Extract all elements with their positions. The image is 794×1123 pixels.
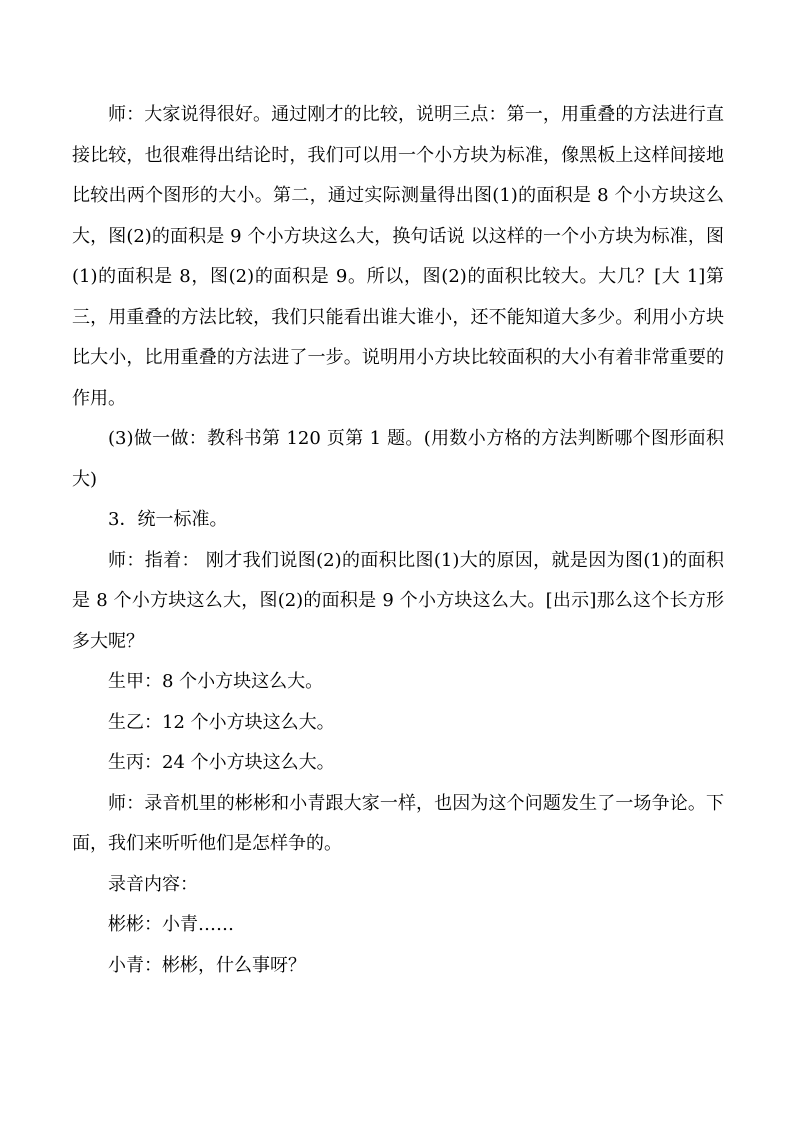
- paragraph-teacher-question: 师：指着： 刚才我们说图(2)的面积比图(1)大的原因，就是因为图(1)的面积是 8 个小方块这么大，图(2)的面积是 9 个小方块这么大。[出示]那么这个长方形多大呢？: [72, 549, 724, 652]
- document-body: [72, 95, 724, 986]
- paragraph-teacher-recording: 师：录音机里的彬彬和小青跟大家一样，也因为这个问题发生了一场争论。下面，我们来听听他们是怎样争的。: [72, 792, 724, 854]
- paragraph-student-b: 生乙：12 个小方块这么大。: [108, 711, 335, 733]
- paragraph-student-a: 生甲：8 个小方块这么大。: [108, 671, 324, 692]
- paragraph-exercise: (3)做一做：教科书第 120 页第 1 题。(用数小方格的方法判断哪个图形面积大): [72, 428, 724, 490]
- paragraph-recording-label: 录音内容：: [108, 873, 198, 895]
- paragraph-section-heading: 3．统一标准。: [108, 509, 228, 530]
- paragraph-student-c: 生丙：24 个小方块这么大。: [108, 752, 335, 773]
- paragraph-dialogue-binbin: 彬彬：小青……: [108, 914, 234, 935]
- paragraph-dialogue-xiaoqing: 小青：彬彬，什么事呀？: [108, 954, 306, 976]
- paragraph-teacher-summary: 师：大家说得很好。通过刚才的比较，说明三点：第一，用重叠的方法进行直接比较，也很难得出结论时，我们可以用一个小方块为标准，像黑板上这样间接地比较出两个图形的大小。第二，通过实际测量得出图(1)的面积是 8 个小方块这么大，图(2)的面积是 9 个小方块这么大，换句话说 以这样的一个小方块为标准，图(1)的面积是 8，图(2)的面积是 9。所以，图(2)的面积比较大。大几？[大 1]第三，用重叠的方法比较，我们只能看出谁大谁小，还不能知道大多少。利用小方块比大小，比用重叠的方法进了一步。说明用小方块比较面积的大小有着非常重要的作用。: [72, 104, 724, 409]
